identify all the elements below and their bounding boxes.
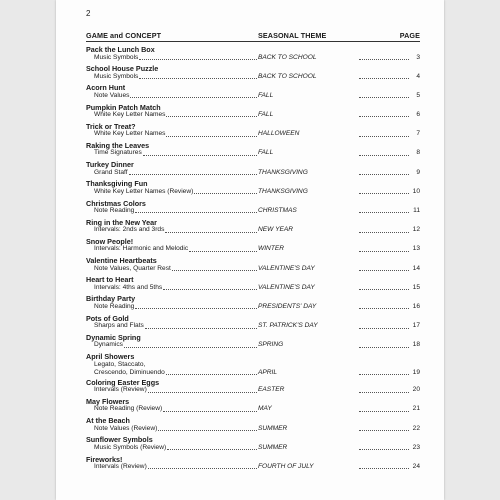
- dot-leader: [359, 328, 409, 329]
- concept: [94, 425, 157, 433]
- dot-leader: [124, 347, 257, 348]
- concept: [94, 322, 144, 330]
- game-title: School House Puzzle: [86, 64, 159, 74]
- page-ref: 12: [412, 226, 420, 234]
- concept-line: Music Symbols: [94, 72, 139, 80]
- dot-leader: [158, 430, 257, 431]
- concept: [94, 361, 165, 378]
- page-ref: 6: [416, 111, 420, 119]
- concept-line: Legato, Staccato,: [94, 360, 146, 368]
- dot-leader: [359, 449, 409, 450]
- contents-entry: [86, 378, 420, 397]
- game-title: Pack the Lunch Box: [86, 45, 155, 54]
- contents-entry: [86, 64, 420, 83]
- contents-entry: [86, 83, 420, 102]
- concept-line: Note Reading: [94, 207, 135, 214]
- game-title: Pots of Gold: [86, 313, 129, 323]
- dot-leader: [359, 174, 409, 175]
- page-ref: 5: [416, 91, 420, 99]
- page-ref: 8: [416, 149, 420, 157]
- seasonal-theme: ST. PATRICK'S DAY: [258, 322, 318, 330]
- game-title: Snow People!: [86, 236, 134, 246]
- concept: [94, 73, 138, 81]
- dot-leader: [167, 449, 257, 450]
- contents-entry: [86, 397, 420, 416]
- page-ref: 13: [412, 245, 420, 253]
- header-game-concept: GAME and CONCEPT: [86, 31, 162, 40]
- dot-leader: [359, 374, 409, 375]
- seasonal-theme: THANKSGIVING: [258, 168, 308, 176]
- concept-line: Intervals: Harmonic and Melodic: [94, 245, 189, 253]
- dot-leader: [359, 193, 409, 194]
- game-title: May Flowers: [86, 396, 130, 406]
- concept: [94, 111, 165, 119]
- page-ref: 9: [416, 168, 420, 176]
- dot-leader: [359, 155, 409, 156]
- seasonal-theme: BACK TO SCHOOL: [258, 72, 317, 80]
- page-ref: 20: [412, 386, 420, 394]
- concept: [94, 284, 162, 292]
- contents-entry: [86, 333, 420, 352]
- concept: [94, 92, 129, 100]
- contents-entry: [86, 218, 420, 237]
- game-title: Acorn Hunt: [86, 83, 126, 93]
- dot-leader: [165, 232, 257, 233]
- dot-leader: [143, 155, 257, 156]
- contents-entry: [86, 237, 420, 256]
- dot-leader: [359, 411, 409, 412]
- contents-entry: [86, 352, 420, 378]
- game-title: Christmas Colors: [86, 198, 146, 208]
- dot-leader: [129, 174, 257, 175]
- dot-leader: [148, 468, 257, 469]
- dot-leader: [359, 308, 409, 309]
- concept: [94, 130, 165, 138]
- page-ref: 22: [412, 424, 420, 432]
- concept: [94, 303, 134, 311]
- seasonal-theme: SPRING: [258, 341, 284, 349]
- seasonal-theme: FALL: [258, 149, 274, 157]
- concept-line: Music Symbols: [94, 53, 139, 61]
- dot-leader: [359, 78, 409, 79]
- concept: [94, 188, 193, 196]
- game-title: Valentine Heartbeats: [86, 256, 157, 266]
- game-title: April Showers: [86, 352, 135, 361]
- dot-leader: [135, 212, 257, 213]
- concept-line: Note Reading (Review): [94, 405, 163, 413]
- concept: [94, 245, 188, 253]
- page-number: 2: [86, 9, 91, 18]
- seasonal-theme: BACK TO SCHOOL: [258, 53, 317, 61]
- game-title: At the Beach: [86, 416, 130, 426]
- game-title: Raking the Leaves: [86, 140, 150, 150]
- concept: [94, 207, 134, 215]
- contents-entry: [86, 179, 420, 198]
- seasonal-theme: EASTER: [258, 386, 285, 394]
- seasonal-theme: CHRISTMAS: [258, 207, 297, 214]
- concept-line: Note Reading: [94, 302, 135, 310]
- concept-line: Intervals: 2nds and 3rds: [94, 226, 165, 234]
- dot-leader: [145, 328, 257, 329]
- header-seasonal-theme: SEASONAL THEME: [258, 31, 327, 40]
- seasonal-theme: WINTER: [258, 245, 285, 253]
- concept-line: Dynamics: [94, 341, 123, 349]
- dot-leader: [172, 270, 257, 271]
- seasonal-theme: PRESIDENTS' DAY: [258, 302, 317, 310]
- contents-entry: [86, 122, 420, 141]
- concept: [94, 169, 128, 177]
- concept-line: Note Values, Quarter Rest: [94, 264, 171, 272]
- contents-entry: [86, 141, 420, 160]
- page-ref: 15: [412, 283, 420, 291]
- page-ref: 19: [412, 368, 420, 376]
- concept-line: Intervals (Review): [94, 463, 147, 471]
- dot-leader: [359, 232, 409, 233]
- game-title: Birthday Party: [86, 294, 136, 304]
- dot-leader: [359, 251, 409, 252]
- contents-list: [86, 45, 420, 474]
- page-ref: 11: [413, 207, 420, 214]
- contents-entry: [86, 435, 420, 454]
- dot-leader: [359, 468, 409, 469]
- game-title: Ring in the New Year: [86, 217, 157, 227]
- concept: [94, 226, 164, 234]
- concept-line: White Key Letter Names: [94, 130, 166, 138]
- contents-entry: [86, 256, 420, 275]
- page-ref: 4: [416, 72, 420, 80]
- seasonal-theme: SUMMER: [258, 443, 288, 451]
- page-ref: 10: [412, 187, 420, 195]
- dot-leader: [359, 347, 409, 348]
- dot-leader: [359, 392, 409, 393]
- contents-entry: [86, 45, 420, 64]
- page-ref: 16: [412, 302, 420, 310]
- seasonal-theme: SUMMER: [258, 424, 288, 432]
- seasonal-theme: FOURTH OF JULY: [258, 463, 314, 471]
- concept-line: White Key Letter Names: [94, 111, 166, 119]
- concept: [94, 341, 123, 349]
- page-ref: 3: [416, 53, 420, 61]
- concept-line: Note Values: [94, 91, 130, 99]
- seasonal-theme: MAY: [258, 405, 272, 413]
- seasonal-theme: NEW YEAR: [258, 226, 294, 234]
- concept-line: Intervals: 4ths and 5ths: [94, 283, 163, 291]
- dot-leader: [148, 392, 257, 393]
- concept-line: Sharps and Flats: [94, 322, 144, 330]
- dot-leader: [163, 411, 257, 412]
- dot-leader: [166, 136, 257, 137]
- page-ref: 17: [412, 322, 420, 330]
- dot-leader: [163, 289, 257, 290]
- dot-leader: [359, 97, 409, 98]
- dot-leader: [359, 430, 409, 431]
- page-ref: 18: [412, 341, 420, 349]
- header-page: PAGE: [399, 31, 420, 40]
- dot-leader: [359, 59, 409, 60]
- dot-leader: [359, 136, 409, 137]
- contents-entry: [86, 103, 420, 122]
- dot-leader: [359, 116, 409, 117]
- page-ref: 24: [412, 463, 420, 471]
- concept: [94, 463, 147, 471]
- dot-leader: [139, 78, 257, 79]
- seasonal-theme: FALL: [258, 91, 274, 99]
- concept-line: White Key Letter Names (Review): [94, 187, 194, 195]
- document-page: [56, 0, 444, 500]
- dot-leader: [359, 289, 409, 290]
- concept: [94, 149, 142, 157]
- page-ref: 21: [412, 405, 420, 413]
- seasonal-theme: THANKSGIVING: [258, 187, 308, 195]
- page-ref: 7: [416, 130, 420, 138]
- contents-entry: [86, 314, 420, 333]
- concept-line: Grand Staff: [94, 168, 128, 176]
- game-title: Thanksgiving Fun: [86, 179, 148, 189]
- concept-line: Note Values (Review): [94, 424, 158, 432]
- concept-line: Crescendo, Diminuendo: [94, 368, 165, 376]
- game-title: Pumpkin Patch Match: [86, 102, 161, 112]
- seasonal-theme: FALL: [258, 111, 274, 119]
- page-ref: 23: [412, 443, 420, 451]
- contents-entry: [86, 455, 420, 474]
- contents-entry: [86, 160, 420, 179]
- concept-line: Time Signatures: [94, 149, 142, 157]
- contents-entry: [86, 199, 420, 218]
- page-ref: 14: [412, 264, 420, 272]
- seasonal-theme: VALENTINE'S DAY: [258, 264, 315, 272]
- contents-entry: [86, 294, 420, 313]
- dot-leader: [139, 59, 257, 60]
- game-title: Coloring Easter Eggs: [86, 377, 160, 387]
- dot-leader: [130, 97, 257, 98]
- concept: [94, 386, 147, 394]
- game-title: Sunflower Symbols: [86, 435, 153, 445]
- game-title: Fireworks!: [86, 454, 123, 464]
- dot-leader: [194, 193, 257, 194]
- dot-leader: [166, 374, 257, 375]
- contents-entry: [86, 275, 420, 294]
- concept: [94, 265, 171, 273]
- dot-leader: [135, 308, 257, 309]
- dot-leader: [359, 212, 409, 213]
- concept-line: Music Symbols (Review): [94, 443, 167, 451]
- seasonal-theme: APRIL: [258, 368, 278, 376]
- dot-leader: [189, 251, 257, 252]
- dot-leader: [166, 116, 257, 117]
- concept: [94, 54, 138, 62]
- game-title: Trick or Treat?: [86, 121, 136, 131]
- game-title: Turkey Dinner: [86, 160, 134, 170]
- concept-line: Intervals (Review): [94, 386, 147, 394]
- game-title: Dynamic Spring: [86, 332, 141, 342]
- seasonal-theme: VALENTINE'S DAY: [258, 283, 315, 291]
- concept: [94, 405, 162, 413]
- header-rule: [86, 41, 420, 42]
- seasonal-theme: HALLOWEEN: [258, 130, 300, 138]
- concept: [94, 444, 166, 452]
- contents-entry: [86, 416, 420, 435]
- game-title: Heart to Heart: [86, 275, 134, 285]
- dot-leader: [359, 270, 409, 271]
